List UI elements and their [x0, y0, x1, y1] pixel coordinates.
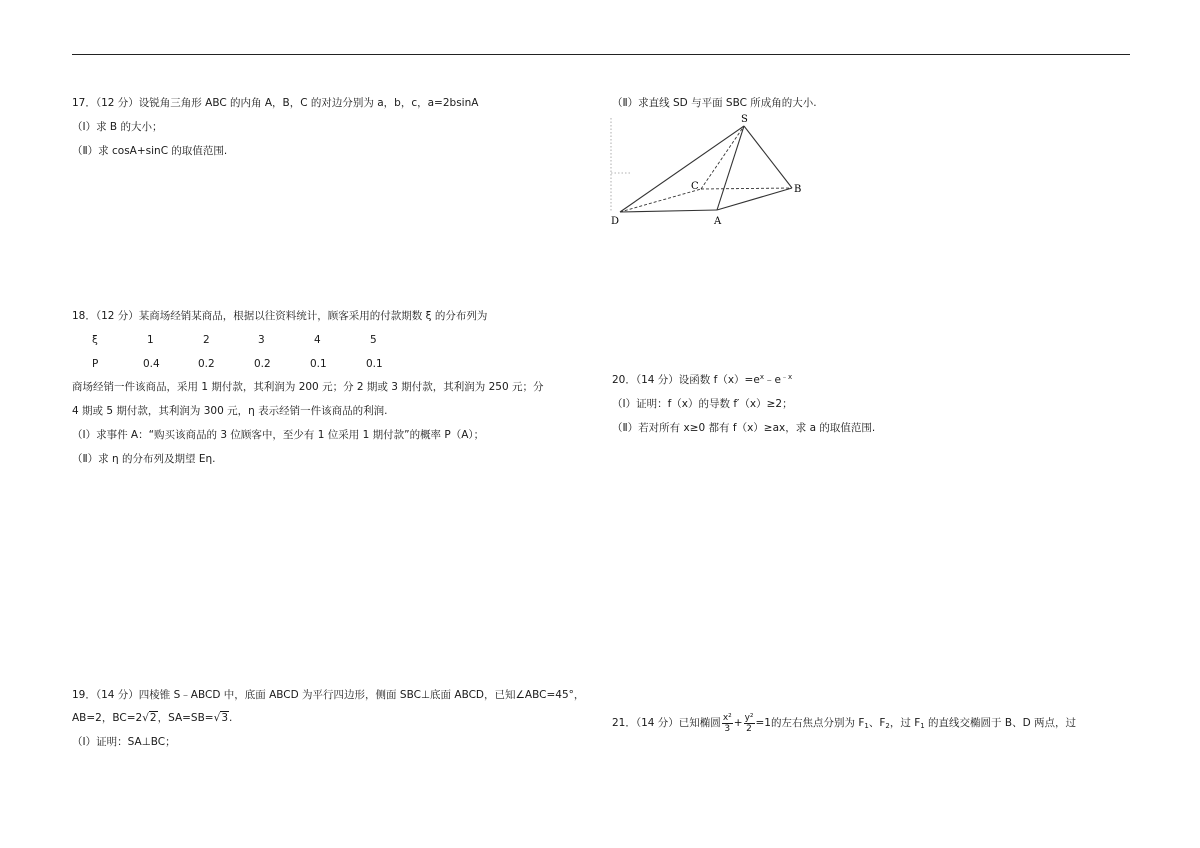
- label-a: A: [714, 216, 722, 227]
- table-cell: 2: [203, 334, 210, 346]
- table-cell: 0.4: [143, 358, 160, 370]
- edge-cb: [701, 188, 792, 189]
- q19-radicand-1: 2: [149, 712, 157, 724]
- q18-stem: 18．（12 分）某商场经销某商品，根据以往资料统计，顾客采用的付款期数 ξ 的分布列为: [72, 310, 488, 322]
- q19-line2-a: AB=2，BC=2: [72, 712, 143, 724]
- table-cell: 3: [258, 334, 265, 346]
- q19-stem: 19．（14 分）四棱锥 S﹣ABCD 中，底面 ABCD 为平行四边形，侧面 SBC⊥底面 ABCD，已知∠ABC=45°，: [72, 689, 585, 701]
- figure-hidden-edges: [620, 126, 792, 212]
- q21-stem-b: 的左右焦点分别为 F: [770, 717, 865, 729]
- edge-sd: [620, 126, 744, 212]
- q21-stem-c: 、F: [868, 717, 886, 729]
- table-cell: P: [92, 358, 99, 370]
- header-rule: [72, 54, 1130, 55]
- q20-part1: （Ⅰ）证明：f（x）的导数 f′（x）≥2；: [612, 398, 793, 410]
- edge-sb: [744, 126, 792, 188]
- label-c: C: [691, 181, 699, 192]
- label-b: B: [794, 184, 802, 195]
- q21-eq: =1: [755, 717, 771, 729]
- figure-solid-edges: [620, 126, 792, 212]
- q21-stem-e: 的直线交椭圆于 B、D 两点，过: [924, 717, 1077, 729]
- edge-dc: [620, 189, 701, 212]
- q18-part2: （Ⅱ）求 η 的分布列及期望 Eη.: [72, 453, 216, 465]
- table-cell: 1: [147, 334, 154, 346]
- q19-line2: AB=2，BC=2√2，SA=SB=√3.: [72, 712, 233, 724]
- q21-stem-d: ，过 F: [889, 717, 921, 729]
- q18-line1: 商场经销一件该商品，采用 1 期付款，其利润为 200 元；分 2 期或 3 期付款，其利润为 250 元；分: [72, 381, 544, 393]
- q19-line2-c: .: [229, 712, 233, 724]
- edge-da: [620, 210, 717, 212]
- label-d: D: [611, 216, 620, 227]
- q19-radicand-2: 3: [221, 712, 228, 724]
- q17-stem: 17．（12 分）设锐角三角形 ABC 的内角 A，B，C 的对边分别为 a，b，c，a=2bsinA: [72, 97, 479, 109]
- q20-exp2: ﹣x: [780, 373, 793, 381]
- table-cell: 5: [370, 334, 377, 346]
- edge-sc: [701, 126, 744, 189]
- table-cell: 4: [314, 334, 321, 346]
- table-cell: ξ: [92, 334, 98, 346]
- q19-part2: （Ⅱ）求直线 SD 与平面 SBC 所成角的大小.: [612, 97, 817, 109]
- q18-part1: （Ⅰ）求事件 A：“购买该商品的 3 位顾客中，至少有 1 位采用 1 期付款”的概率 P（A）；: [72, 429, 485, 441]
- q21-fraction-y: $\frac{\text{y²}}{2}$: [744, 712, 754, 734]
- q21-fraction-x: $\frac{\text{x²}}{3}$: [722, 712, 732, 734]
- table-cell: 0.2: [198, 358, 215, 370]
- q20-stem: [612, 373, 792, 387]
- label-s: S: [741, 114, 748, 125]
- edge-ab: [717, 188, 792, 210]
- table-cell: 0.1: [310, 358, 327, 370]
- q17-part1: （Ⅰ）求 B 的大小；: [72, 121, 163, 133]
- pyramid-figure: [600, 110, 815, 230]
- q21-stem: 21．（14 分）已知椭圆 $\frac{\text{x²}}{3}$ + $\frac{\text{y²}}{2}$ =1的左右焦点分别为 $F_1$、$F_2$，过 $F_1$ 的直线交椭圆于 B、D 两点，过: [612, 712, 1077, 734]
- q17-part2: （Ⅱ）求 cosA+sinC 的取值范围.: [72, 145, 228, 157]
- q18-line2: 4 期或 5 期付款，其利润为 300 元，η 表示经销一件该商品的利润.: [72, 405, 388, 417]
- q20-part2: （Ⅱ）若对所有 x≥0 都有 f（x）≥ax，求 a 的取值范围.: [612, 422, 876, 434]
- q19-line2-b: ，SA=SB=: [157, 712, 214, 724]
- q21-plus: +: [733, 717, 743, 729]
- q20-stem-b: ﹣e: [763, 374, 781, 386]
- table-cell: 0.1: [366, 358, 383, 370]
- q19-part1: （Ⅰ）证明：SA⊥BC；: [72, 736, 176, 748]
- q21-stem-a: 21．（14 分）已知椭圆: [612, 717, 721, 729]
- q20-stem-a: 20．（14 分）设函数 f（x）=e: [612, 374, 760, 386]
- table-cell: 0.2: [254, 358, 271, 370]
- q20-exp1: x: [759, 373, 764, 381]
